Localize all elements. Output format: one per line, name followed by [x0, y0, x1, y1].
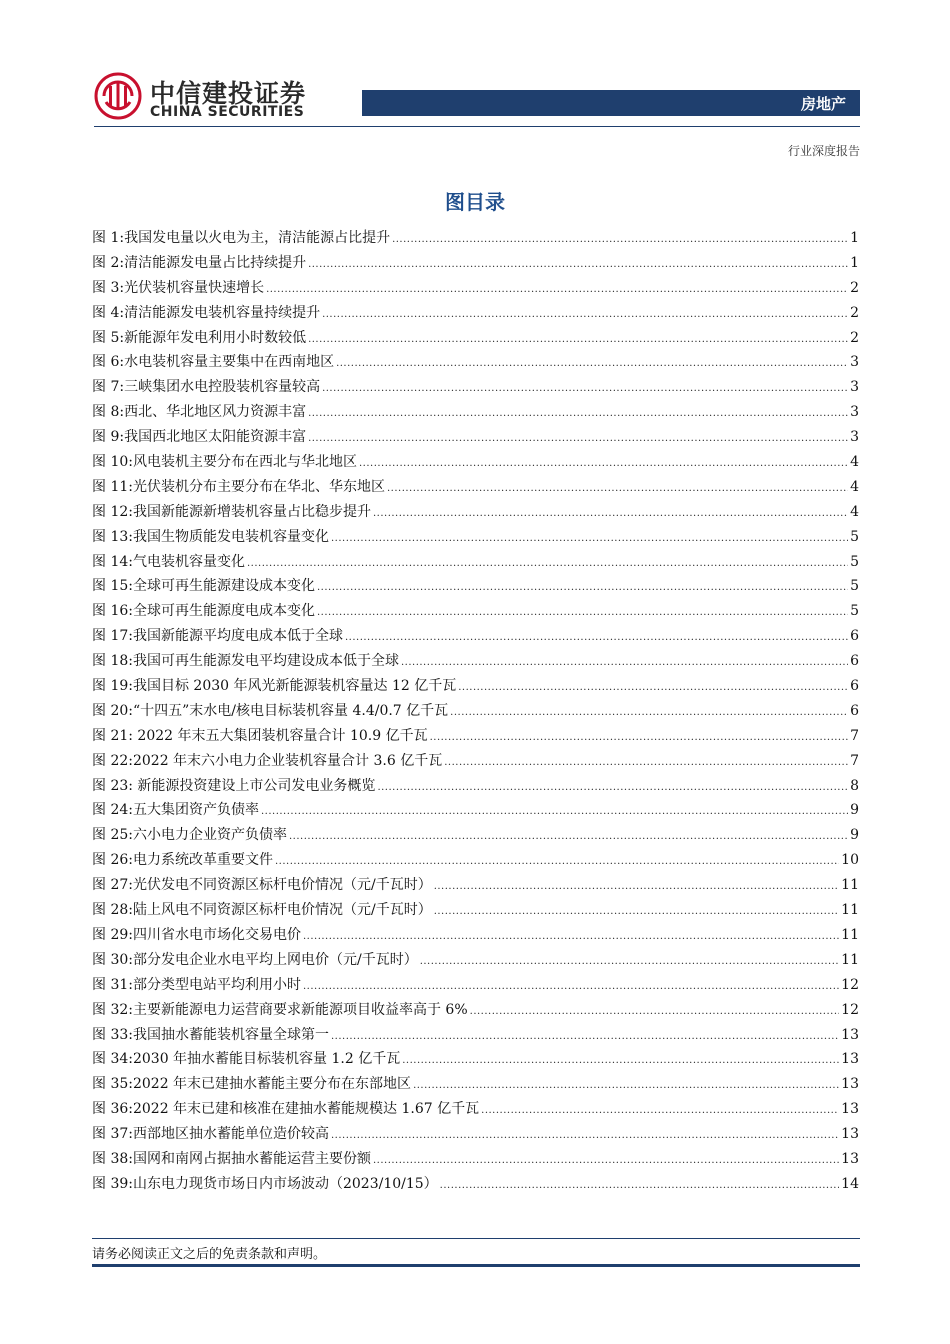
toc-dot-leader — [322, 309, 848, 320]
toc-entry[interactable] — [92, 227, 859, 252]
toc-entry[interactable] — [92, 999, 859, 1024]
toc-entry-label: 图 31:部分类型电站平均利用小时 — [92, 976, 301, 993]
toc-entry-page: 7 — [850, 727, 859, 744]
toc-entry-page: 13 — [841, 1026, 859, 1043]
report-type: 行业深度报告 — [787, 144, 860, 158]
toc-dot-leader — [481, 1105, 839, 1116]
toc-entry[interactable] — [92, 675, 859, 700]
toc-entry-label: 图 12:我国新能源新增装机容量占比稳步提升 — [92, 503, 371, 520]
toc-entry-label: 图 30:部分发电企业水电平均上网电价（元/千瓦时） — [92, 951, 418, 968]
toc-dot-leader — [450, 707, 848, 718]
disclaimer-text: 请务必阅读正文之后的免责条款和声明。 — [92, 1247, 327, 1262]
toc-entry-label: 图 35:2022 年末已建抽水蓄能主要分布在东部地区 — [92, 1076, 412, 1093]
toc-entry-label: 图 3:光伏装机容量快速增长 — [92, 279, 265, 296]
sector-label: 房地产 — [800, 95, 846, 113]
table-of-figures — [92, 227, 859, 1198]
toc-entry-label: 图 6:水电装机容量主要集中在西南地区 — [92, 354, 335, 371]
toc-dot-leader — [317, 607, 848, 618]
toc-entry[interactable] — [92, 351, 859, 376]
toc-entry-label: 图 29:四川省水电市场化交易电价 — [92, 926, 301, 943]
toc-entry-label: 图 25:六小电力企业资产负债率 — [92, 827, 287, 844]
toc-entry-page: 11 — [841, 877, 859, 894]
toc-entry-page: 5 — [850, 603, 859, 620]
toc-entry-page: 12 — [841, 976, 859, 993]
toc-dot-leader — [331, 1031, 839, 1042]
toc-entry-label: 图 9:我国西北地区太阳能资源丰富 — [92, 429, 307, 446]
toc-entry-page: 10 — [841, 852, 859, 869]
toc-entry-label: 图 18:我国可再生能源发电平均建设成本低于全球 — [92, 653, 399, 670]
toc-dot-leader — [303, 981, 839, 992]
toc-entry-page: 3 — [850, 354, 859, 371]
toc-entry[interactable] — [92, 924, 859, 949]
toc-dot-leader — [434, 881, 839, 892]
toc-dot-leader — [289, 831, 848, 842]
toc-dot-leader — [373, 508, 848, 519]
toc-entry-page: 4 — [850, 503, 859, 520]
toc-entry-page: 6 — [850, 702, 859, 719]
toc-entry[interactable] — [92, 501, 859, 526]
toc-entry[interactable] — [92, 1024, 859, 1049]
toc-entry[interactable] — [92, 849, 859, 874]
toc-entry-label: 图 38:国网和南网占据抽水蓄能运营主要份额 — [92, 1150, 371, 1167]
toc-dot-leader — [387, 483, 848, 494]
toc-entry[interactable] — [92, 899, 859, 924]
toc-dot-leader — [308, 259, 848, 270]
toc-entry-label: 图 11:光伏装机分布主要分布在华北、华东地区 — [92, 478, 385, 495]
toc-entry-label: 图 36:2022 年末已建和核准在建抽水蓄能规模达 1.67 亿千瓦 — [92, 1101, 480, 1118]
toc-entry-label: 图 19:我国目标 2030 年风光新能源装机容量达 12 亿千瓦 — [92, 678, 457, 695]
toc-entry-page: 6 — [850, 628, 859, 645]
toc-entry-page: 2 — [850, 279, 859, 296]
toc-dot-leader — [377, 782, 848, 793]
toc-entry-page: 13 — [841, 1126, 859, 1143]
toc-entry-page: 13 — [841, 1051, 859, 1068]
toc-dot-leader — [444, 757, 848, 768]
toc-entry-page: 9 — [850, 827, 859, 844]
toc-entry-label: 图 1:我国发电量以火电为主，清洁能源占比提升 — [92, 230, 391, 246]
toc-entry[interactable] — [92, 1123, 859, 1148]
toc-entry[interactable] — [92, 775, 859, 800]
toc-entry-label: 图 2:清洁能源发电量占比持续提升 — [92, 254, 307, 271]
toc-entry[interactable] — [92, 526, 859, 551]
toc-entry-label: 图 15:全球可再生能源建设成本变化 — [92, 578, 315, 595]
toc-dot-leader — [392, 234, 848, 245]
toc-entry[interactable] — [92, 401, 859, 426]
toc-entry[interactable] — [92, 725, 859, 750]
header-divider — [94, 126, 860, 127]
company-logo — [94, 72, 354, 124]
toc-dot-leader — [402, 1055, 839, 1066]
toc-entry[interactable] — [92, 1048, 859, 1073]
toc-dot-leader — [359, 458, 848, 469]
toc-entry-label: 图 20:“十四五”末水电/核电目标装机容量 4.4/0.7 亿千瓦 — [92, 702, 449, 719]
toc-entry[interactable] — [92, 277, 859, 302]
toc-dot-leader — [331, 533, 848, 544]
toc-entry-label: 图 27:光伏发电不同资源区标杆电价情况（元/千瓦时） — [92, 877, 432, 894]
toc-entry-page: 13 — [841, 1076, 859, 1093]
toc-entry-page: 12 — [841, 1001, 859, 1018]
logo-chinese-name: 中信建投证券 — [150, 79, 307, 108]
toc-entry-label: 图 26:电力系统改革重要文件 — [92, 852, 273, 869]
toc-entry[interactable] — [92, 376, 859, 401]
toc-dot-leader — [247, 558, 848, 569]
toc-entry-label: 图 23: 新能源投资建设上市公司发电业务概览 — [92, 777, 376, 794]
toc-entry-label: 图 39:山东电力现货市场日内市场波动（2023/10/15） — [92, 1175, 438, 1192]
toc-entry[interactable] — [92, 252, 859, 277]
toc-entry-page: 1 — [850, 230, 859, 246]
toc-dot-leader — [331, 1130, 839, 1141]
toc-entry-label: 图 16:全球可再生能源度电成本变化 — [92, 603, 315, 620]
toc-dot-leader — [458, 682, 848, 693]
toc-dot-leader — [266, 284, 848, 295]
toc-entry-page: 4 — [850, 454, 859, 471]
toc-entry[interactable] — [92, 575, 859, 600]
toc-entry-label: 图 8:西北、华北地区风力资源丰富 — [92, 404, 307, 421]
toc-entry[interactable] — [92, 1148, 859, 1173]
toc-entry[interactable] — [92, 1098, 859, 1123]
toc-dot-leader — [322, 383, 848, 394]
toc-entry[interactable] — [92, 426, 859, 451]
toc-entry-page: 8 — [850, 777, 859, 794]
toc-entry-label: 图 28:陆上风电不同资源区标杆电价情况（元/千瓦时） — [92, 902, 432, 919]
toc-entry-label: 图 17:我国新能源平均度电成本低于全球 — [92, 628, 343, 645]
toc-dot-leader — [308, 334, 848, 345]
toc-entry-page: 11 — [841, 902, 859, 919]
toc-dot-leader — [373, 1155, 839, 1166]
toc-dot-leader — [308, 408, 848, 419]
toc-entry[interactable] — [92, 974, 859, 999]
toc-dot-leader — [470, 1006, 840, 1017]
toc-dot-leader — [336, 358, 848, 369]
toc-entry[interactable] — [92, 824, 859, 849]
logo-english-name: CHINA SECURITIES — [150, 104, 305, 120]
toc-entry[interactable] — [92, 1173, 859, 1198]
toc-dot-leader — [261, 806, 848, 817]
toc-entry-label: 图 7:三峡集团水电控股装机容量较高 — [92, 379, 321, 396]
toc-entry-page: 7 — [850, 752, 859, 769]
toc-dot-leader — [434, 906, 839, 917]
toc-entry-page: 5 — [850, 553, 859, 570]
toc-entry-label: 图 32:主要新能源电力运营商要求新能源项目收益率高于 6% — [92, 1001, 468, 1018]
toc-entry-label: 图 10:风电装机主要分布在西北与华北地区 — [92, 454, 357, 471]
toc-entry-page: 13 — [841, 1101, 859, 1118]
toc-entry[interactable] — [92, 600, 859, 625]
toc-dot-leader — [317, 582, 848, 593]
toc-entry-label: 图 22:2022 年末六小电力企业装机容量合计 3.6 亿千瓦 — [92, 752, 443, 769]
toc-entry-label: 图 4:清洁能源发电装机容量持续提升 — [92, 304, 321, 321]
toc-entry-page: 2 — [850, 329, 859, 346]
toc-entry-label: 图 24:五大集团资产负债率 — [92, 802, 259, 819]
toc-entry-page: 14 — [841, 1175, 859, 1192]
toc-dot-leader — [303, 931, 839, 942]
toc-entry-page: 2 — [850, 304, 859, 321]
toc-entry-page: 1 — [850, 254, 859, 271]
toc-entry[interactable] — [92, 476, 859, 501]
toc-entry[interactable] — [92, 1073, 859, 1098]
toc-entry-page: 11 — [841, 951, 859, 968]
sector-banner — [362, 90, 860, 116]
toc-entry-page: 9 — [850, 802, 859, 819]
toc-entry-label: 图 13:我国生物质能发电装机容量变化 — [92, 528, 329, 545]
toc-entry-page: 5 — [850, 528, 859, 545]
toc-entry[interactable] — [92, 551, 859, 576]
toc-entry-page: 3 — [850, 379, 859, 396]
toc-entry-label: 图 33:我国抽水蓄能装机容量全球第一 — [92, 1026, 329, 1043]
toc-entry-page: 11 — [841, 926, 859, 943]
toc-entry[interactable] — [92, 451, 859, 476]
toc-dot-leader — [275, 856, 839, 867]
toc-entry[interactable] — [92, 700, 859, 725]
toc-entry-label: 图 14:气电装机容量变化 — [92, 553, 245, 570]
toc-entry[interactable] — [92, 874, 859, 899]
toc-entry-page: 5 — [850, 578, 859, 595]
toc-title: 图目录 — [445, 190, 505, 214]
toc-entry[interactable] — [92, 650, 859, 675]
toc-entry-label: 图 21: 2022 年末五大集团装机容量合计 10.9 亿千瓦 — [92, 727, 428, 744]
footer-divider — [92, 1238, 860, 1239]
toc-dot-leader — [440, 1180, 840, 1191]
footer-bar — [92, 1264, 860, 1267]
toc-entry[interactable] — [92, 625, 859, 650]
toc-entry-page: 13 — [841, 1150, 859, 1167]
citic-logo-icon — [94, 72, 142, 120]
toc-entry-label: 图 34:2030 年抽水蓄能目标装机容量 1.2 亿千瓦 — [92, 1051, 401, 1068]
toc-dot-leader — [430, 732, 848, 743]
toc-entry[interactable] — [92, 327, 859, 352]
toc-entry[interactable] — [92, 949, 859, 974]
toc-entry-page: 3 — [850, 429, 859, 446]
toc-entry-page: 6 — [850, 653, 859, 670]
toc-entry-page: 6 — [850, 678, 859, 695]
toc-dot-leader — [413, 1080, 839, 1091]
toc-entry-page: 3 — [850, 404, 859, 421]
toc-dot-leader — [308, 433, 848, 444]
toc-dot-leader — [401, 657, 848, 668]
toc-entry-label: 图 5:新能源年发电利用小时数较低 — [92, 329, 307, 346]
toc-entry-page: 4 — [850, 478, 859, 495]
toc-dot-leader — [345, 632, 848, 643]
toc-entry[interactable] — [92, 302, 859, 327]
toc-dot-leader — [420, 956, 839, 967]
toc-entry[interactable] — [92, 750, 859, 775]
toc-entry[interactable] — [92, 799, 859, 824]
toc-entry-label: 图 37:西部地区抽水蓄能单位造价较高 — [92, 1126, 329, 1143]
